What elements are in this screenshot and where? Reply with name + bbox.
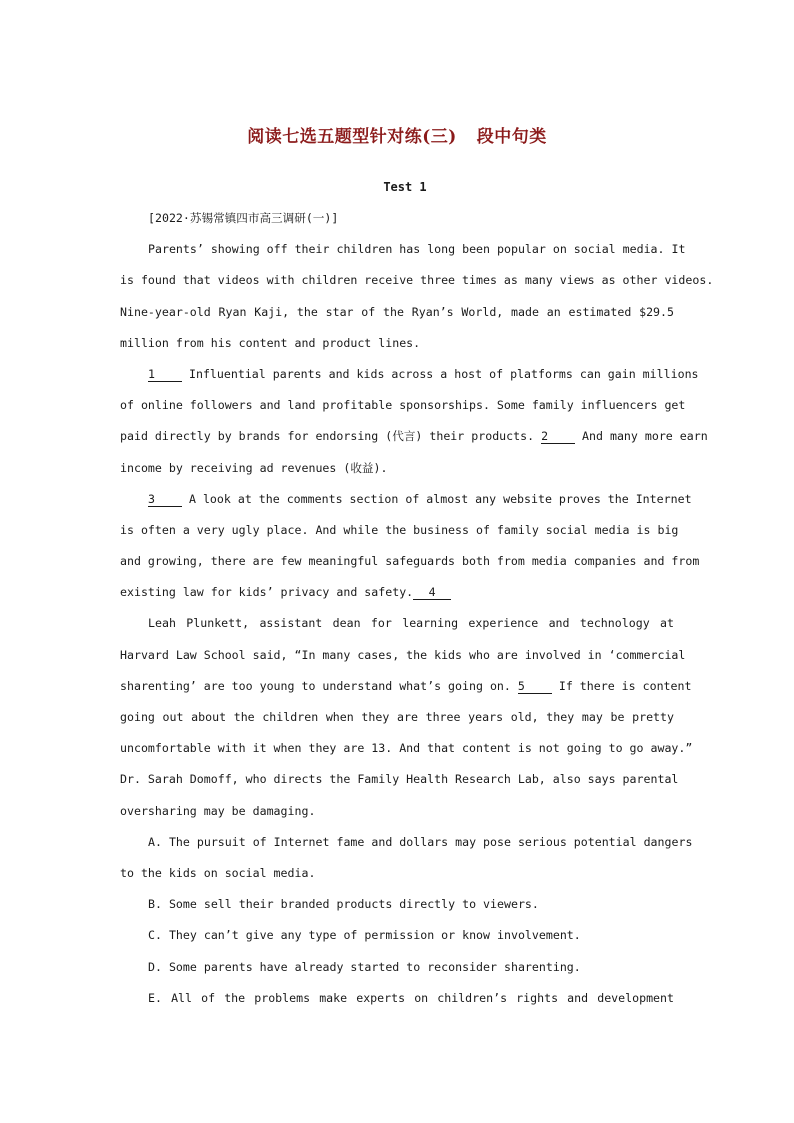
text-span: existing law for kids’ privacy and safety. xyxy=(120,585,414,600)
text-line: uncomfortable with it when they are 13. And that content is not going to go away.” xyxy=(120,741,693,756)
text-line: is often a very ugly place. And while the business of family social media is big xyxy=(120,522,679,537)
blank-5[interactable]: 5 xyxy=(518,679,552,694)
text-line: Leah Plunkett, assistant dean for learning experience and technology at xyxy=(148,616,674,631)
text-line: million from his content and product lines. xyxy=(120,335,421,350)
title-sub: 段中句类 xyxy=(476,127,547,147)
text-span: A look at the comments section of almost any website proves the Internet xyxy=(188,491,692,506)
paragraph-2 xyxy=(120,364,708,489)
text-span: Influential parents and kids across a host of platforms can gain millions xyxy=(188,366,699,381)
passage-body xyxy=(120,208,714,1019)
paragraph-1 xyxy=(120,239,714,364)
test-label: Test 1 xyxy=(383,180,427,194)
option-c: C. They can’t give any type of permission or know involvement. xyxy=(148,928,581,943)
text-line: Harvard Law School said, “In many cases, the kids who are involved in ‘commercial xyxy=(120,647,686,662)
title-main: 阅读七选五题型针对练(三) xyxy=(247,127,457,147)
options-list xyxy=(120,832,693,1019)
source-citation: [2022·苏锡常镇四市高三调研(一)] xyxy=(148,211,339,225)
option-d: D. Some parents have already started to reconsider sharenting. xyxy=(148,959,581,974)
text-line: Nine-year-old Ryan Kaji, the star of the Ryan’s World, made an estimated $29.5 xyxy=(120,304,674,319)
blank-4[interactable]: 4 xyxy=(413,585,451,600)
text-span: And many more earn xyxy=(582,429,708,444)
option-a: A. The pursuit of Internet fame and dollars may pose serious potential dangers xyxy=(148,834,693,849)
blank-2[interactable]: 2 xyxy=(541,429,575,444)
text-line xyxy=(120,489,692,520)
text-line: income by receiving ad revenues (收益). xyxy=(120,460,388,475)
text-line xyxy=(120,364,699,395)
blank-1[interactable]: 1 xyxy=(148,367,182,382)
text-line: and growing, there are few meaningful safeguards both from media companies and from xyxy=(120,554,700,569)
text-line: oversharing may be damaging. xyxy=(120,803,316,818)
text-line: Parents’ showing off their children has long been popular on social media. It xyxy=(148,242,686,257)
text-span: paid directly by brands for endorsing (代言) their products. xyxy=(120,429,535,444)
text-line xyxy=(120,676,692,707)
option-e: E. All of the problems make experts on children’s rights and development xyxy=(148,990,674,1005)
text-line xyxy=(120,426,708,457)
option-a-continued: to the kids on social media. xyxy=(120,865,316,880)
text-span: sharenting’ are too young to understand what’s going on. xyxy=(120,678,511,693)
paragraph-4 xyxy=(120,613,693,831)
text-line xyxy=(120,582,674,613)
blank-3[interactable]: 3 xyxy=(148,492,182,507)
text-line: is found that videos with children receive three times as many views as other videos. xyxy=(120,273,714,288)
text-line: of online followers and land profitable sponsorships. Some family influencers get xyxy=(120,398,686,413)
option-b: B. Some sell their branded products directly to viewers. xyxy=(148,897,539,912)
text-span: If there is content xyxy=(558,678,692,693)
text-line: Dr. Sarah Domoff, who directs the Family Health Research Lab, also says parental xyxy=(120,772,679,787)
page-title xyxy=(0,122,794,147)
text-line: going out about the children when they are three years old, they may be pretty xyxy=(120,710,674,724)
paragraph-3 xyxy=(120,489,700,614)
